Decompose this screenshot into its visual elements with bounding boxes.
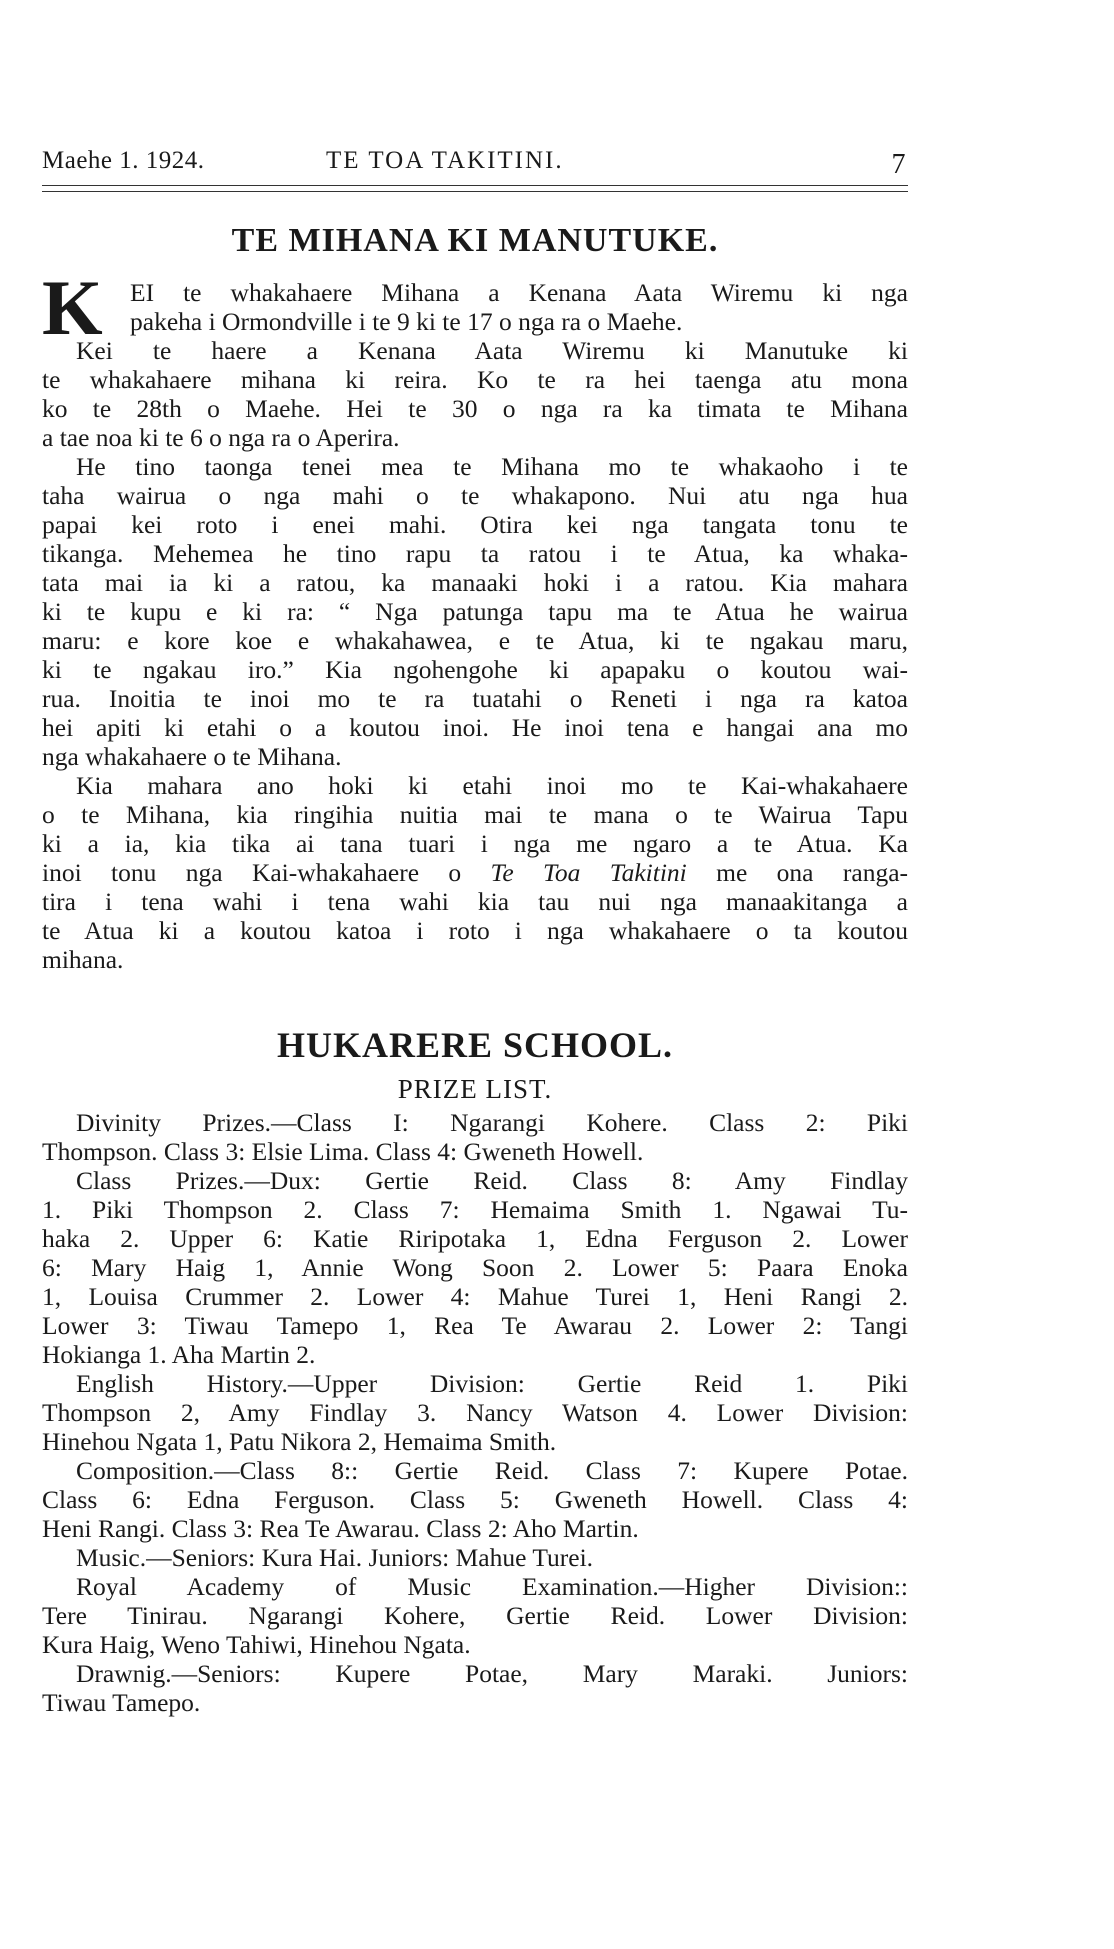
text-line: Kia mahara ano hoki ki etahi inoi mo te Kai-whakahaere <box>76 771 908 800</box>
text-run: me ona ranga- <box>686 858 908 887</box>
header-rule-top <box>42 185 908 186</box>
text-line: tata mai ia ki a ratou, ka manaaki hoki i a ratou. Kia mahara <box>42 568 908 597</box>
text-line: Lower 3: Tiwau Tamepo 1, Rea Te Awarau 2. Lower 2: Tangi <box>42 1311 908 1340</box>
text-line: Kura Haig, Weno Tahiwi, Hinehou Ngata. <box>42 1630 471 1659</box>
text-line: ki a ia, kia tika ai tana tuari i nga me ngaro a te Atua. Ka <box>42 829 908 858</box>
text-line: ki te ngakau iro.” Kia ngohengohe ki apapaku o koutou wai- <box>42 655 908 684</box>
text-line: Tere Tinirau. Ngarangi Kohere, Gertie Reid. Lower Division: <box>42 1601 908 1630</box>
text-line: taha wairua o nga mahi o te whakapono. Nui atu nga hua <box>42 481 908 510</box>
text-line: tira i tena wahi i tena wahi kia tau nui nga manaakitanga a <box>42 887 908 916</box>
article-subtitle-prize-list: PRIZE LIST. <box>397 1074 553 1104</box>
text-line: mihana. <box>42 945 124 974</box>
text-line: Hokianga 1. Aha Martin 2. <box>42 1340 316 1369</box>
header-rule-bottom <box>42 191 908 192</box>
text-line: Music.—Seniors: Kura Hai. Juniors: Mahue Turei. <box>76 1543 594 1572</box>
text-line: EI te whakahaere Mihana a Kenana Aata Wiremu ki nga <box>130 278 908 307</box>
text-line: 1. Piki Thompson 2. Class 7: Hemaima Smith 1. Ngawai Tu- <box>42 1195 908 1224</box>
text-line: Kei te haere a Kenana Aata Wiremu ki Manutuke ki <box>76 336 908 365</box>
text-line: pakeha i Ormondville i te 9 ki te 17 o nga ra o Maehe. <box>130 307 683 336</box>
article-body-mihana <box>42 264 908 974</box>
text-line: Divinity Prizes.—Class I: Ngarangi Kohere. Class 2: Piki <box>76 1108 908 1137</box>
text-line: papai kei roto i enei mahi. Otira kei nga tangata tonu te <box>42 510 908 539</box>
text-line: 1, Louisa Crummer 2. Lower 4: Mahue Turei 1, Heni Rangi 2. <box>42 1282 908 1311</box>
article-title-hukarere: HUKARERE SCHOOL. <box>276 1025 674 1065</box>
text-line-with-italic <box>42 858 908 887</box>
text-line: ko te 28th o Maehe. Hei te 30 o nga ra ka timata te Mihana <box>42 394 908 423</box>
text-line: a tae noa ki te 6 o nga ra o Aperira. <box>42 423 400 452</box>
text-line: Class 6: Edna Ferguson. Class 5: Gweneth Howell. Class 4: <box>42 1485 908 1514</box>
italic-journal-name: Te Toa Takitini <box>490 858 687 887</box>
text-line: Thompson 2, Amy Findlay 3. Nancy Watson 4. Lower Division: <box>42 1398 908 1427</box>
text-line: Drawnig.—Seniors: Kupere Potae, Mary Maraki. Juniors: <box>76 1659 908 1688</box>
text-run: inoi tonu nga Kai-whakahaere o <box>42 858 491 887</box>
article-body-prize-list <box>42 1108 908 1717</box>
text-line: Hinehou Ngata 1, Patu Nikora 2, Hemaima Smith. <box>42 1427 557 1456</box>
text-line: Tiwau Tamepo. <box>42 1688 201 1717</box>
text-line: Class Prizes.—Dux: Gertie Reid. Class 8: Amy Findlay <box>76 1166 908 1195</box>
header-journal-title: TE TOA TAKITINI. <box>326 147 564 174</box>
text-line: tikanga. Mehemea he tino rapu ta ratou i te Atua, ka whaka- <box>42 539 908 568</box>
text-line: Heni Rangi. Class 3: Rea Te Awarau. Class 2: Aho Martin. <box>42 1514 639 1543</box>
text-line: Thompson. Class 3: Elsie Lima. Class 4: Gweneth Howell. <box>42 1137 644 1166</box>
text-line: He tino taonga tenei mea te Mihana mo te whakaoho i te <box>76 452 908 481</box>
text-line: ki te kupu e ki ra: “ Nga patunga tapu ma te Atua he wairua <box>42 597 908 626</box>
text-line: haka 2. Upper 6: Katie Riripotaka 1, Edna Ferguson 2. Lower <box>42 1224 908 1253</box>
text-line: English History.—Upper Division: Gertie Reid 1. Piki <box>76 1369 908 1398</box>
page-number: 7 <box>891 149 906 180</box>
header-date: Maehe 1. 1924. <box>42 147 205 174</box>
text-line: te Atua ki a koutou katoa i roto i nga whakahaere o ta koutou <box>42 916 908 945</box>
text-line: Composition.—Class 8:: Gertie Reid. Class 7: Kupere Potae. <box>76 1456 908 1485</box>
text-line: o te Mihana, kia ringihia nuitia mai te mana o te Wairua Tapu <box>42 800 908 829</box>
running-header <box>42 147 906 183</box>
article-title-mihana: TE MIHANA KI MANUTUKE. <box>231 222 719 259</box>
drop-cap: K <box>42 264 103 351</box>
text-line: 6: Mary Haig 1, Annie Wong Soon 2. Lower 5: Paara Enoka <box>42 1253 908 1282</box>
text-line: maru: e kore koe e whakahawea, e te Atua, ki te ngakau maru, <box>42 626 908 655</box>
text-line: Royal Academy of Music Examination.—Higher Division:: <box>76 1572 908 1601</box>
text-line: nga whakahaere o te Mihana. <box>42 742 342 771</box>
text-line: hei apiti ki etahi o a koutou inoi. He inoi tena e hangai ana mo <box>42 713 908 742</box>
text-line: rua. Inoitia te inoi mo te ra tuatahi o Reneti i nga ra katoa <box>42 684 908 713</box>
text-line: te whakahaere mihana ki reira. Ko te ra hei taenga atu mona <box>42 365 908 394</box>
